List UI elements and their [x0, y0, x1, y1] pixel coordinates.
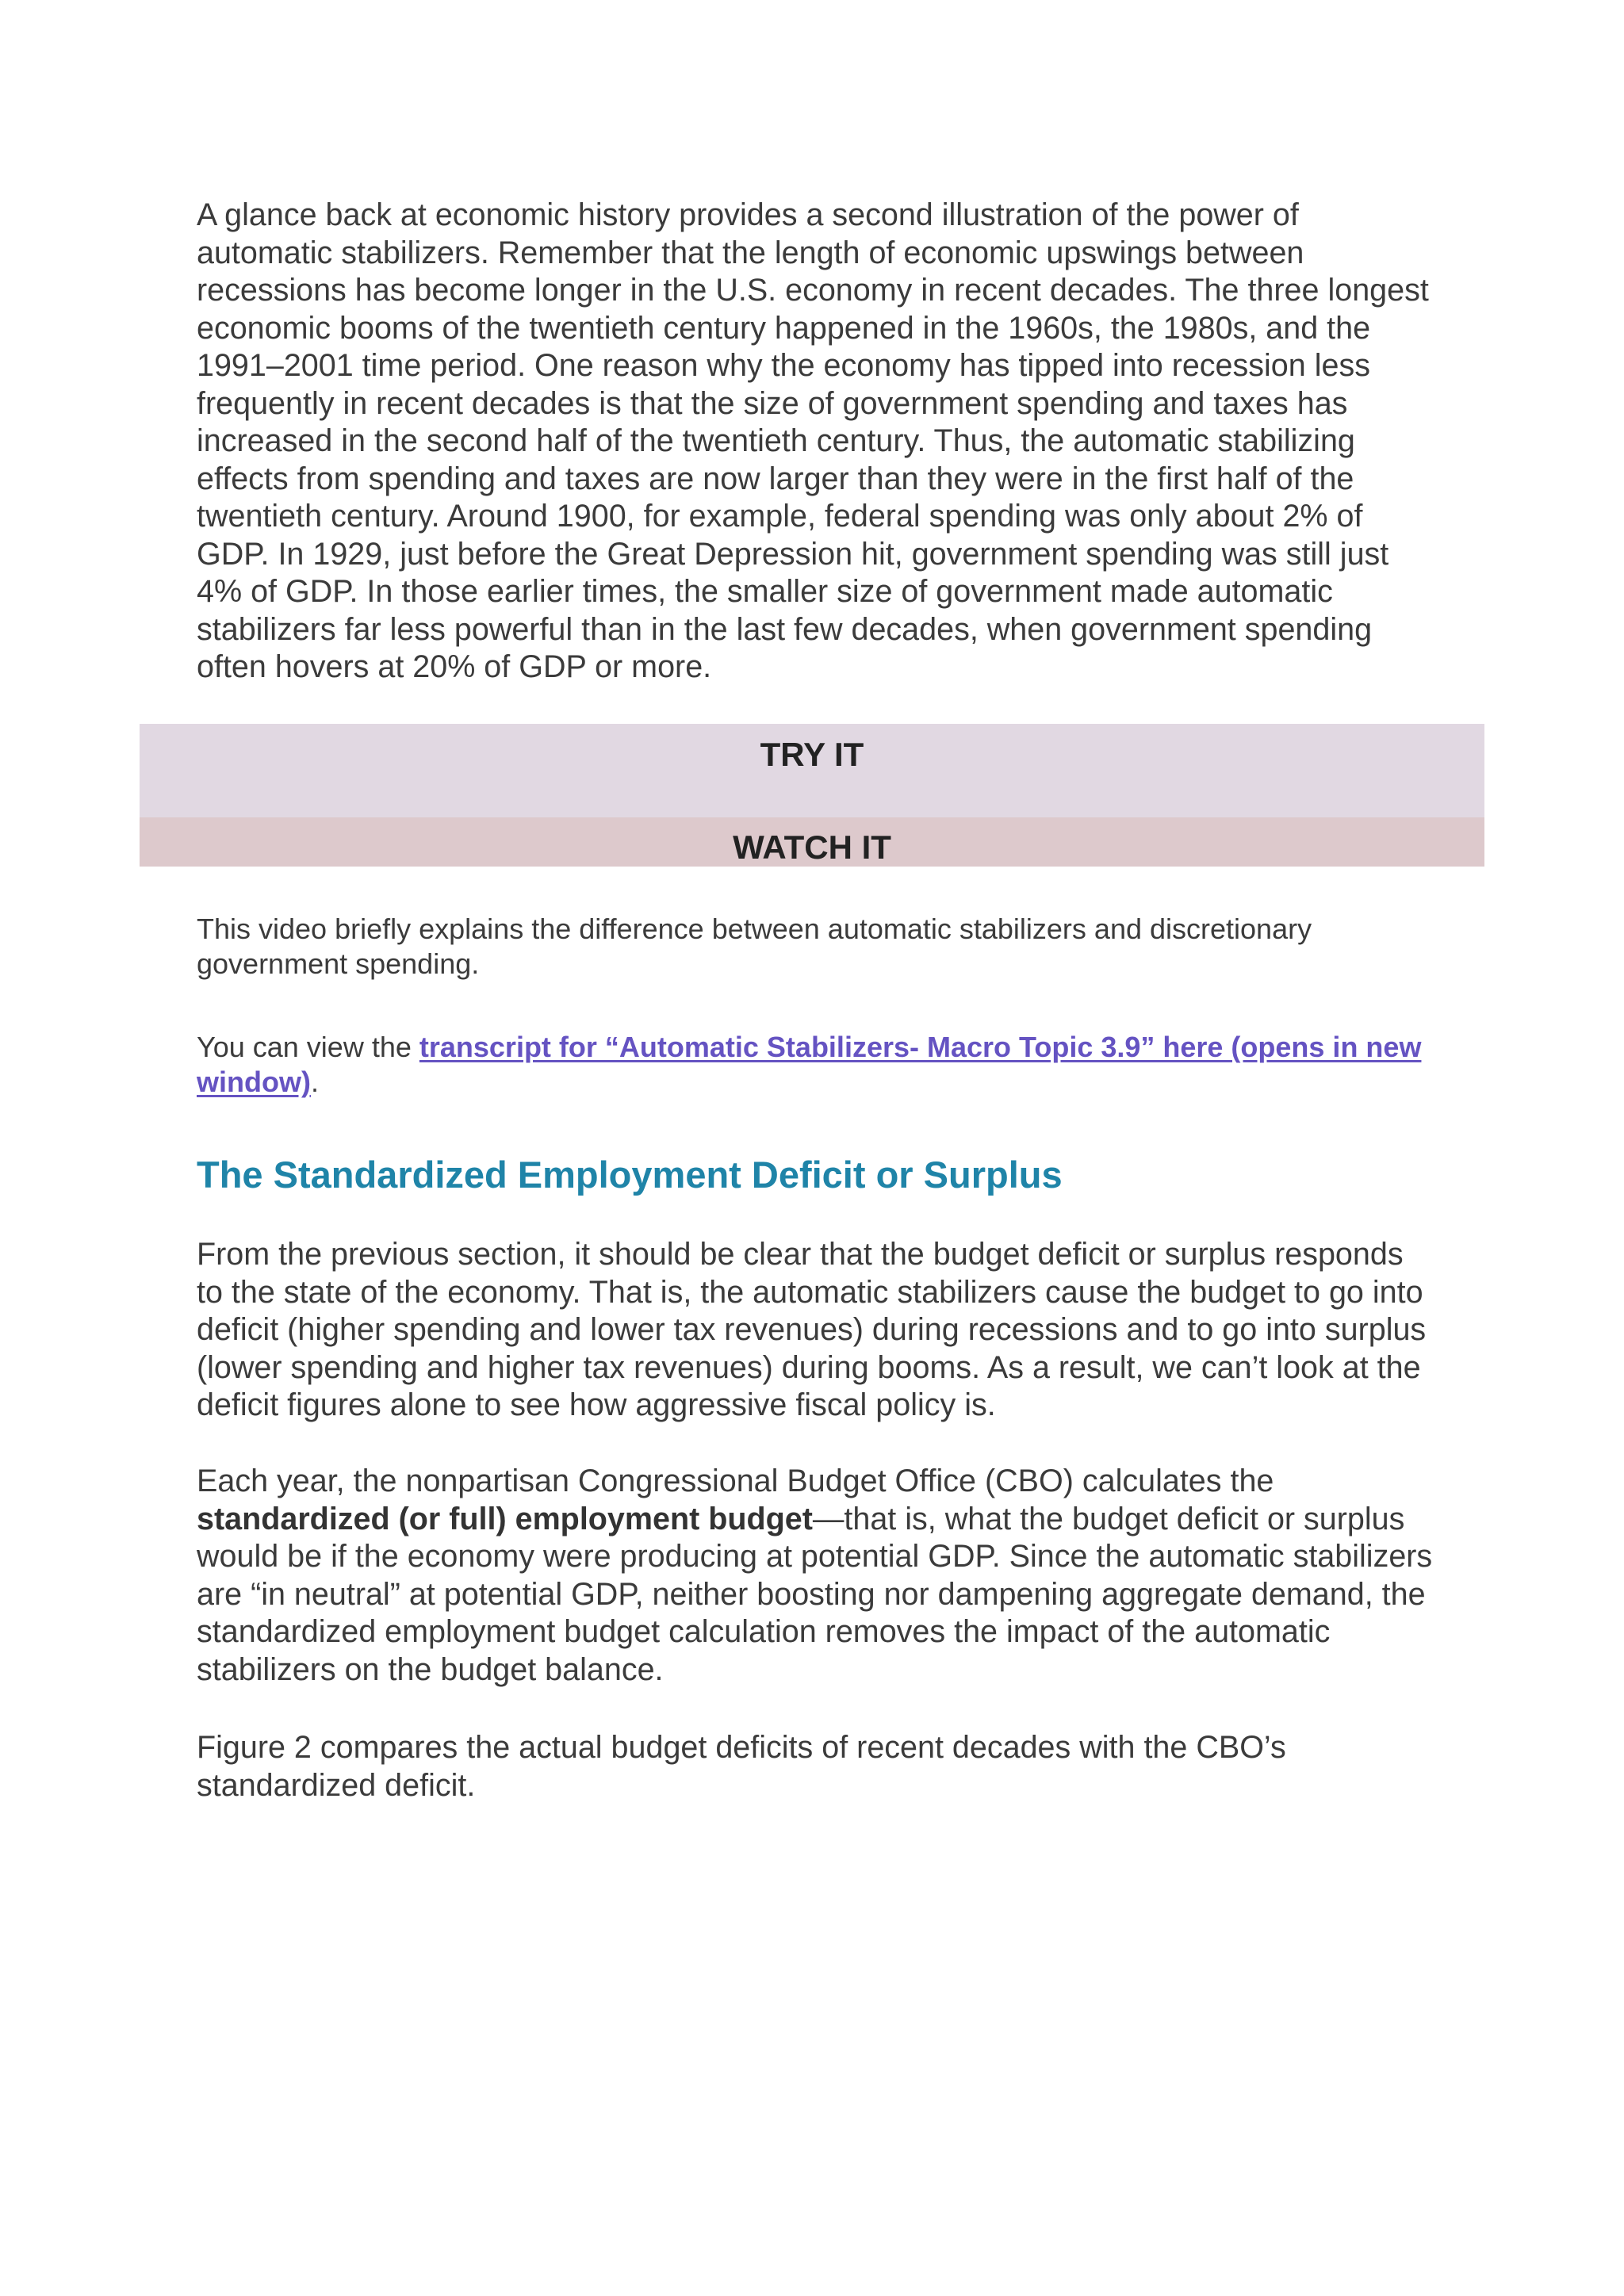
video-description: This video briefly explains the difference between automatic stabilizers and discretionary government spending. [197, 913, 1312, 980]
budget-paragraph: From the previous section, it should be clear that the budget deficit or surplus responds to the state of the economy. That is, the automatic stabilizers cause the budget to go into deficit (higher spending and lower tax revenues) during recessions and to go into surplus (lower spending and higher tax revenues) during booms. As a result, we can’t look at the deficit figures alone to see how aggressive fiscal policy is. [197, 1237, 1427, 1422]
section-heading: The Standardized Employment Deficit or Surplus [197, 1154, 1063, 1196]
watch-it-banner: WATCH IT [140, 817, 1484, 867]
transcript-suffix: . [310, 1066, 319, 1098]
transcript-paragraph [197, 1030, 1434, 1100]
cbo-text-before: Each year, the nonpartisan Congressional Budget Office (CBO) calculates the [197, 1464, 1274, 1498]
intro-paragraph: A glance back at economic history provides a second illustration of the power of automatic stabilizers. Remember that the length of economic upswings between recessions has become longer in the U.S. economy in recent decades. The three longest economic booms of the twentieth century happened in the 1960s, the 1980s, and the 1991–2001 time period. One reason why the economy has tipped into recession less frequently in recent decades is that the size of government spending and taxes has increased in the second half of the twentieth century. Thus, the automatic stabilizing effects from spending and taxes are now larger than they were in the first half of the twentieth century. Around 1900, for example, federal spending was only about 2% of GDP. In 1929, just before the Great Depression hit, government spending was still just 4% of GDP. In those earlier times, the smaller size of government made automatic stabilizers far less powerful than in the last few decades, when government spending often hovers at 20% of GDP or more. [197, 197, 1429, 684]
cbo-paragraph [197, 1463, 1434, 1689]
key-term: standardized (or full) employment budget [197, 1501, 813, 1536]
transcript-prefix: You can view the [197, 1031, 419, 1063]
figure-reference-paragraph: Figure 2 compares the actual budget deficits of recent decades with the CBO’s standardized deficit. [197, 1730, 1286, 1803]
transcript-link[interactable]: transcript for “Automatic Stabilizers- Macro Topic 3.9” here (opens in new window) [197, 1031, 1422, 1098]
try-it-banner: TRY IT [140, 724, 1484, 817]
cbo-text-after: —that is, what the budget deficit or surplus would be if the economy were producing at potential GDP. Since the automatic stabilizers are “in neutral” at potential GDP, neither boosting nor dampening aggregate demand, the standardized employment budget calculation removes the impact of the automatic stabilizers on the budget balance. [197, 1501, 1433, 1687]
